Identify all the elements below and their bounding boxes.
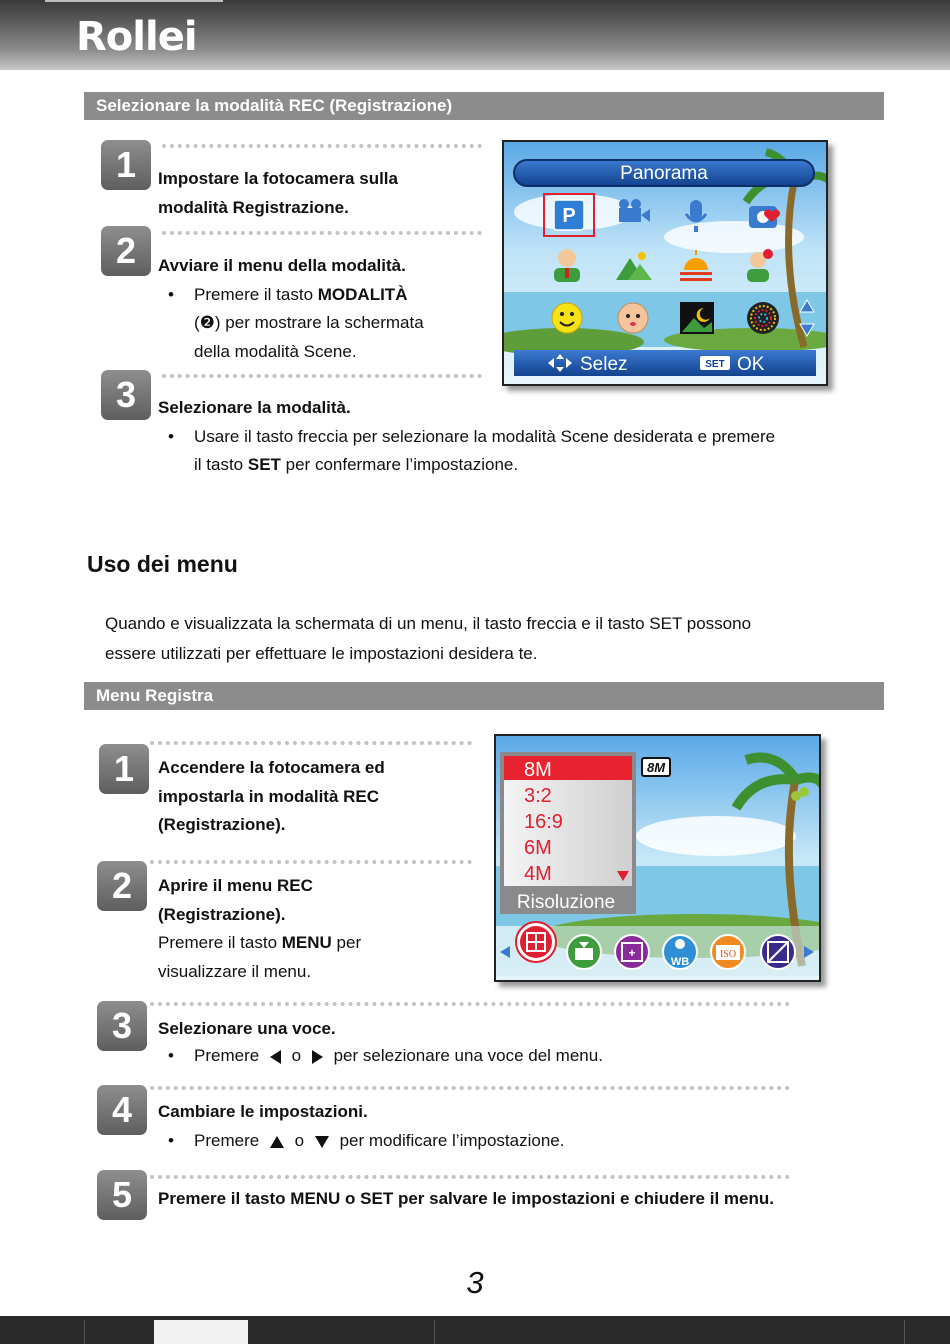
program-mode-icon: [554, 200, 584, 230]
footer-divider: [434, 1320, 435, 1344]
scene-mode-screen: [502, 140, 828, 386]
step-number: 5: [97, 1170, 147, 1220]
resolution-icon: [516, 922, 556, 962]
baby-icon: [618, 303, 648, 333]
white-balance-icon: [663, 935, 697, 969]
footer-highlight: [154, 1320, 248, 1344]
brand-logo: Rollei: [76, 14, 197, 60]
down-arrow-icon: [315, 1136, 329, 1148]
screen-footer-ok: OK: [737, 354, 765, 375]
footer-divider: [904, 1320, 905, 1344]
up-arrow-icon: [270, 1136, 284, 1148]
menu-step-5-text: Premere il tasto MENU o SET per salvare le impostazioni e chiudere il menu.: [158, 1189, 774, 1208]
left-arrow-icon: [270, 1050, 281, 1064]
screen-footer-nav: Selez: [580, 354, 628, 375]
svg-text:ISO: ISO: [719, 949, 737, 960]
page-number: 3: [466, 1265, 484, 1300]
favorite-icon: [749, 206, 780, 228]
fireworks-icon: [747, 302, 779, 334]
dotted-separator: [150, 741, 472, 745]
menu-label: Risoluzione: [516, 892, 616, 913]
step-number: 4: [97, 1085, 147, 1135]
dotted-separator: [150, 1086, 790, 1090]
step-number: 2: [97, 861, 147, 911]
dotted-separator: [162, 144, 482, 148]
dotted-separator: [162, 374, 482, 378]
right-arrow-icon: [312, 1050, 323, 1064]
screen-title: Panorama: [620, 163, 708, 184]
dotted-separator: [150, 860, 472, 864]
menu-step-1-text: Accendere la fotocamera ed impostarla in modalità REC (Registrazione).: [158, 758, 385, 834]
page-footer: [0, 1316, 950, 1344]
step-1-text: Impostare la fotocamera sulla modalità Registrazione.: [158, 169, 398, 217]
section-title-menu: Menu Registra: [84, 682, 884, 710]
step-number: 3: [101, 370, 151, 420]
intro-paragraph: Quando e visualizzata la schermata di un menu, il tasto freccia e il tasto SET possono essere utilizzati per effettuare le impostazioni desidera te.: [105, 614, 752, 663]
step-number: 3: [97, 1001, 147, 1051]
step-number: 2: [101, 226, 151, 276]
resolution-option: 4M: [524, 863, 552, 885]
section-title-rec: Selezionare la modalità REC (Registrazione): [84, 92, 884, 120]
dotted-separator: [150, 1175, 790, 1179]
night-scene-icon: [680, 302, 714, 334]
svg-text:P: P: [562, 205, 576, 227]
step-2-text: Avviare il menu della modalità. • Premere il tasto MODALITÀ (❷) per mostrare la schermata della modalità Scene.: [158, 252, 478, 366]
footer-divider: [84, 1320, 85, 1344]
menu-step-4-text: Cambiare le impostazioni. • Premere o per modificare l’impostazione.: [158, 1097, 858, 1155]
section-heading: Uso dei menu: [87, 551, 238, 577]
resolution-option: 3:2: [524, 785, 552, 807]
resolution-option: 16:9: [524, 811, 563, 833]
header-rule: [45, 0, 223, 2]
menu-step-2-text: Aprire il menu REC (Registrazione). Premere il tasto MENU per visualizzare il menu.: [158, 876, 362, 981]
svg-text:+: +: [628, 946, 636, 960]
quality-icon: [567, 935, 601, 969]
scene-mode-illustration: [504, 142, 826, 384]
dotted-separator: [150, 1002, 790, 1006]
rec-menu-illustration: [496, 736, 819, 980]
rec-menu-screen: [494, 734, 821, 982]
svg-text:8M: 8M: [646, 760, 666, 775]
set-badge: SET: [705, 359, 725, 370]
resolution-option: 6M: [524, 837, 552, 859]
iso-icon: [711, 935, 745, 969]
step-number: 1: [99, 744, 149, 794]
menu-step-3-text: Selezionare una voce. • Premere o per selezionare una voce del menu.: [158, 1015, 858, 1069]
resolution-option: 8M: [524, 759, 552, 781]
dotted-separator: [162, 231, 482, 235]
exposure-icon: [761, 935, 795, 969]
metering-icon: [615, 935, 649, 969]
svg-text:WB: WB: [670, 956, 690, 968]
smile-icon: [552, 303, 582, 333]
step-number: 1: [101, 140, 151, 190]
step-3-text: Selezionare la modalità. • Usare il tasto freccia per selezionare la modalità Scene desiderata e premere il tasto SET per confermare l’impostazione.: [158, 394, 878, 480]
resolution-badge-icon: [642, 758, 670, 776]
